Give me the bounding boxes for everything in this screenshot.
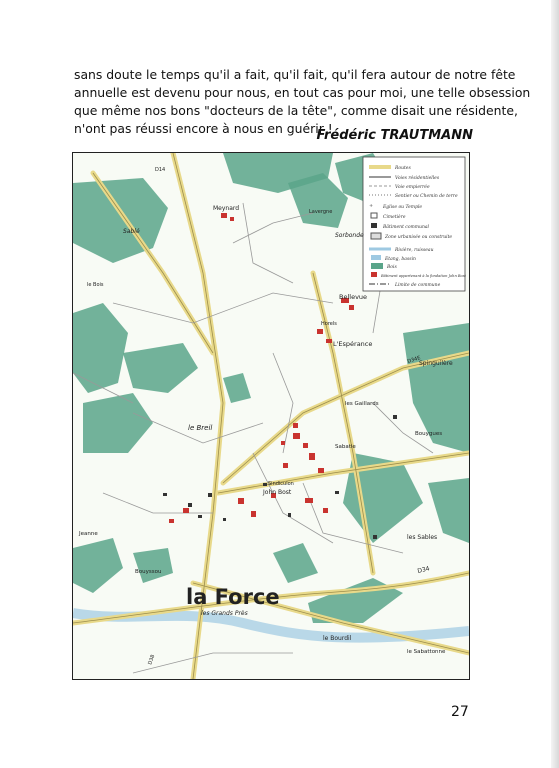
- legend-label: Bâtiment appartenant à la fondation John Bost: [381, 274, 466, 278]
- svg-text:+: +: [369, 203, 374, 209]
- place-label: Lavergne: [309, 209, 333, 215]
- place-label: Bouyssou: [135, 569, 162, 575]
- place-label: L'Espérance: [333, 340, 373, 348]
- place-label: Spinguilère: [419, 360, 453, 367]
- text-line: n'ont pas réussi encore à nous en guérir !: [74, 121, 333, 136]
- place-label: les Sables: [407, 534, 438, 541]
- legend-label: Bois: [387, 265, 397, 270]
- place-label: le Sabattonne: [407, 649, 446, 655]
- place-label: Sorbonde: [335, 232, 364, 239]
- place-label: Sindiculon: [268, 481, 294, 487]
- road-label: D38: [147, 654, 157, 666]
- place-label: le Bois: [87, 282, 104, 288]
- road-label: D34: [416, 565, 431, 575]
- place-label: Horels: [321, 321, 337, 327]
- map-figure: [72, 152, 470, 680]
- place-label: John Bost: [263, 489, 292, 496]
- legend-label: Cimetière: [383, 215, 406, 220]
- place-label: Jeanne: [79, 531, 98, 537]
- legend-label: Eglise ou Temple: [383, 205, 423, 210]
- place-label: Bouygues: [415, 431, 443, 437]
- place-label: Sabatie: [335, 444, 356, 450]
- text-line: annuelle est devenu pour nous, en tout cas pour moi, une telle obsession: [74, 85, 531, 100]
- place-label: Meynard: [213, 205, 240, 212]
- map-subtitle: les Grands Près: [201, 610, 248, 617]
- legend-label: Etang, bassin: [385, 257, 416, 262]
- legend-label: Sentier ou Chemin de terre: [395, 194, 458, 199]
- place-label: Sablé: [123, 228, 140, 235]
- legend-label: Voie empierrée: [395, 185, 430, 190]
- place-label: Bellevue: [339, 293, 368, 301]
- author-signature: Frédéric TRAUTMANN: [316, 128, 473, 143]
- map-drawing: [73, 153, 469, 679]
- place-label: le Bourdil: [323, 635, 352, 642]
- map-title: la Force: [186, 585, 280, 609]
- road-label: D14: [155, 167, 166, 173]
- legend-label: Zone urbanisée ou construite: [385, 235, 453, 240]
- place-label: le Breil: [188, 424, 213, 432]
- text-line: sans doute le temps qu'il a fait, qu'il fait, qu'il fera autour de notre fête: [74, 67, 516, 82]
- legend-label: Rivière, ruisseau: [395, 248, 434, 253]
- legend-label: Bâtiment communal: [383, 225, 429, 230]
- legend-label: Limite de commune: [395, 283, 441, 288]
- page-edge-shadow: [551, 0, 559, 768]
- place-label: les Gaillards: [345, 401, 379, 407]
- page-number: 27: [451, 704, 469, 720]
- road-label: D34E: [406, 355, 422, 365]
- legend-label: Routes: [395, 166, 411, 171]
- text-line: que même nos bons "docteurs de la tête", comme disait une résidente,: [74, 103, 518, 118]
- legend-label: Voies résidentielles: [395, 176, 440, 181]
